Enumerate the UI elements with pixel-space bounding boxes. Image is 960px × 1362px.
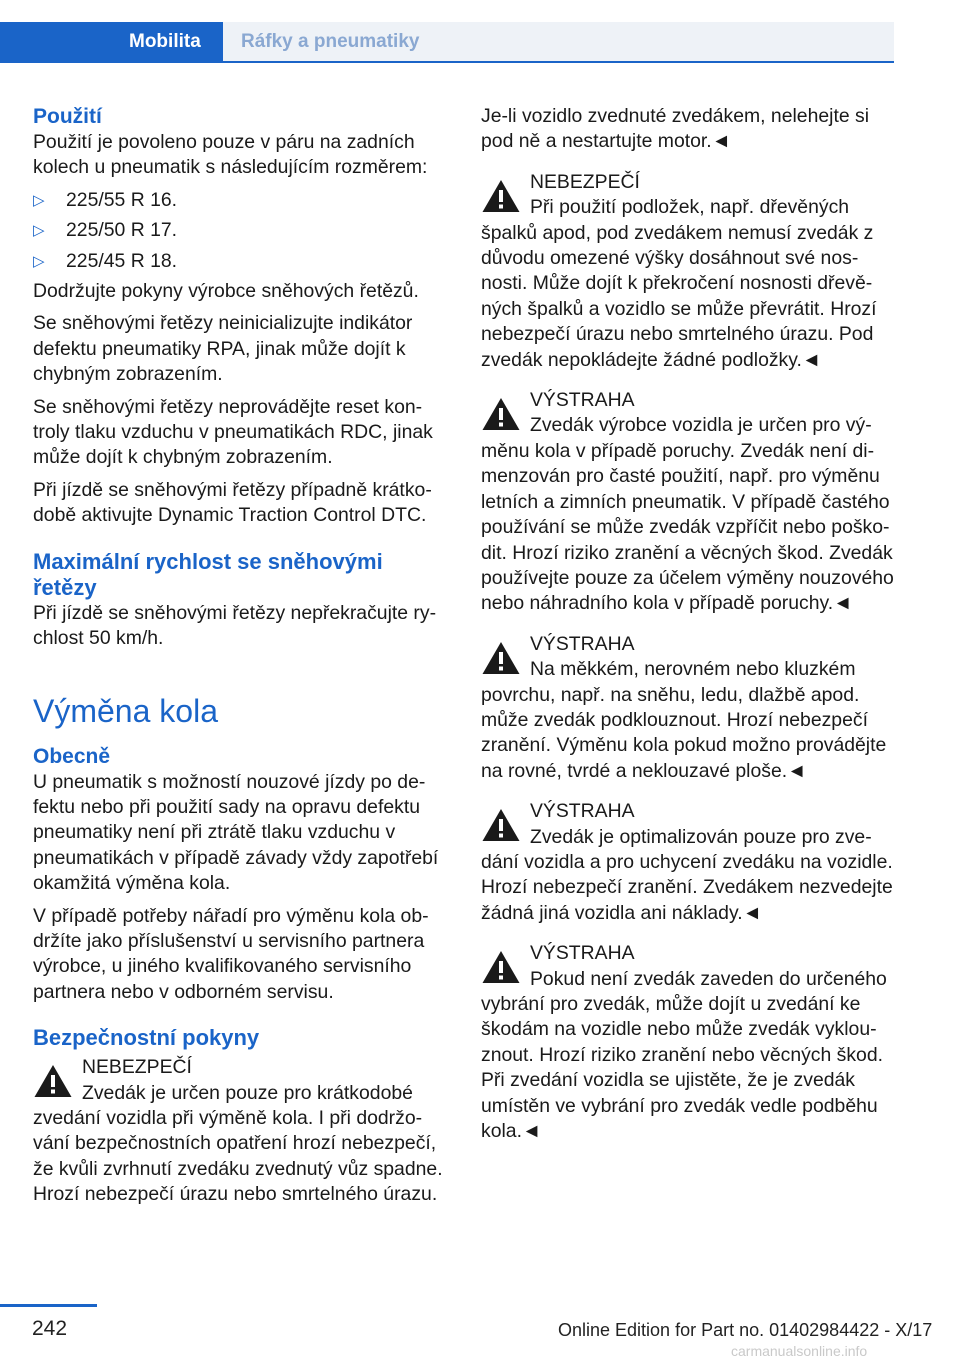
triangle-bullet-icon: ▷ (33, 191, 45, 209)
paragraph: Se sněhovými řetězy neinicializujte indikátor defektu pneumatiky RPA, jinak může dojít k chybným zobrazením. (33, 312, 413, 386)
paragraph: U pneumatik s možností nouzové jízdy po defektu nebo při použití sady na opravu defektu pneumatiky není při ztrátě tlaku vzduchu v pneumatikách v případě závady vždy zapotřebí okamžitá výměna kola. (33, 770, 439, 895)
warning-block (481, 632, 896, 784)
list-item (33, 218, 446, 243)
warning-triangle-icon (481, 396, 521, 432)
list-item (33, 188, 446, 213)
warning-triangle-icon (33, 1063, 73, 1099)
footer-bar (0, 1304, 97, 1307)
paragraph: Se sněhovými řetězy neprovádějte reset kontroly tlaku vzduchu v pneumatikách RDC, jinak může dojít k chybným zobrazením. (33, 395, 433, 469)
paragraph: Při jízdě se sněhovými řetězy nepřekračujte rychlost 50 km/h. (33, 601, 437, 650)
warning-title: VÝSTRAHA (530, 800, 635, 823)
chapter-tab-mobilita: Mobilita (0, 22, 223, 62)
pouziti-intro: Použití je povoleno pouze v páru na zadních kolech u pneumatik s následujícím rozměrem: (33, 131, 428, 179)
paragraph: V případě potřeby nářadí pro výměnu kola obdržíte jako příslušenství u servisního partnera výrobce, u jiného kvalifikovaného servisního partnera nebo v odborném servisu. (33, 904, 429, 1003)
left-column (33, 104, 446, 1223)
heading-vymena-kola: Výměna kola (33, 692, 218, 729)
warning-block (481, 799, 896, 926)
edition-text: Online Edition for Part no. 01402984422 - X/17 (558, 1320, 933, 1340)
warning-text: Pokud není zvedák zaveden do určeného vybrání pro zvedák, může dojít u zvedání ke škodám na vozidle nebo může zvedák vyklouznout. Hrozí riziko zranění nebo věcných škod. Při zvedání vozidla se ujistěte, že je zvedák umístěn ve vybrání pro zvedák vedle podběhu kola.◄ (481, 967, 887, 1143)
tire-size: 225/50 R 17. (66, 219, 178, 242)
warning-text: Zvedák výrobce vozidla je určen pro výměnu kola v případě poruchy. Zvedák není dimenzován pro časté použití, např. pro výměnu letních a zimních pneumatik. V případě častého používání se může zvedák vzpříčit nebo poškodit. Hrozí riziko zranění a věcných škod. Zvedák používejte pouze za účelem výměny nouzového nebo náhradního kola v případě poruchy.◄ (481, 414, 894, 615)
warning-triangle-icon (481, 640, 521, 676)
heading-max-speed: Maximální rychlost se sněhovými řetězy (33, 548, 383, 600)
section-tab-rafky: Ráfky a pneumatiky (223, 22, 894, 62)
header-rule (0, 61, 894, 63)
warning-triangle-icon (481, 178, 521, 214)
heading-obecne: Obecně (33, 744, 111, 768)
warning-block (33, 1055, 446, 1207)
paragraph: Dodržujte pokyny výrobce sněhových řetězů. (33, 280, 419, 303)
heading-pouziti: Použití (33, 105, 102, 128)
warning-block (481, 170, 896, 373)
warning-text: Na měkkém, nerovném nebo kluzkém povrchu, např. na sněhu, ledu, dlažbě apod. může zvedák podklouznout. Hrozí nebezpečí zranění. Výměnu kola pokud možno provádějte na rovné, tvrdé a neklouzavé ploše.◄ (481, 658, 887, 782)
list-item (33, 249, 446, 274)
right-column (481, 104, 896, 1159)
warning-triangle-icon (481, 807, 521, 843)
tire-size: 225/45 R 18. (66, 249, 178, 272)
triangle-bullet-icon: ▷ (33, 222, 45, 240)
paragraph: Při jízdě se sněhovými řetězy případně krátkodobě aktivujte Dynamic Traction Control DTC. (33, 478, 432, 527)
page-header (0, 0, 960, 62)
warning-title: NEBEZPEČÍ (82, 1056, 192, 1079)
tire-size-list (33, 188, 446, 274)
warning-text: Při použití podložek, např. dřevěných špalků apod, pod zvedákem nemusí zvedák z důvodu omezené výšky dosáhnout své nosnosti. Může dojít k překročení nosnosti dřevěných špalků a vozidlo se může převrátit. Hrozí nebezpečí úrazu nebo smrtelného úrazu. Pod zvedák nepokládejte žádné podložky.◄ (481, 196, 877, 371)
warning-text: Zvedák je optimalizován pouze pro zvedání vozidla a pro uchycení zvedáku na vozidle. Hrozí nebezpečí zranění. Zvedákem nezvedejte žádná jiná vozidla ani náklady.◄ (481, 825, 893, 924)
paragraph: Je-li vozidlo zvednuté zvedákem, nelehejte si pod ně a nestartujte motor.◄ (481, 105, 870, 153)
warning-title: VÝSTRAHA (530, 389, 635, 412)
warning-title: VÝSTRAHA (530, 632, 635, 655)
warning-text: Zvedák je určen pouze pro krátkodobé zvedání vozidla při výměně kola. I při dodržování bezpečnostních opatření hrozí nebezpečí, že kvůli zvrhnutí zvedáku zvednutý vůz spadne. Hrozí nebezpečí úrazu nebo smrtelného úrazu. (33, 1081, 443, 1206)
page-number: 242 (32, 1317, 68, 1340)
warning-title: VÝSTRAHA (530, 942, 635, 965)
warning-block (481, 388, 896, 617)
warning-title: NEBEZPEČÍ (530, 170, 640, 193)
triangle-bullet-icon: ▷ (33, 252, 45, 270)
heading-bezpecnost: Bezpečnostní pokyny (33, 1025, 260, 1051)
tire-size: 225/55 R 16. (66, 188, 178, 211)
warning-block (481, 941, 896, 1144)
watermark: carmanualsonline.info (731, 1343, 868, 1359)
warning-triangle-icon (481, 949, 521, 985)
